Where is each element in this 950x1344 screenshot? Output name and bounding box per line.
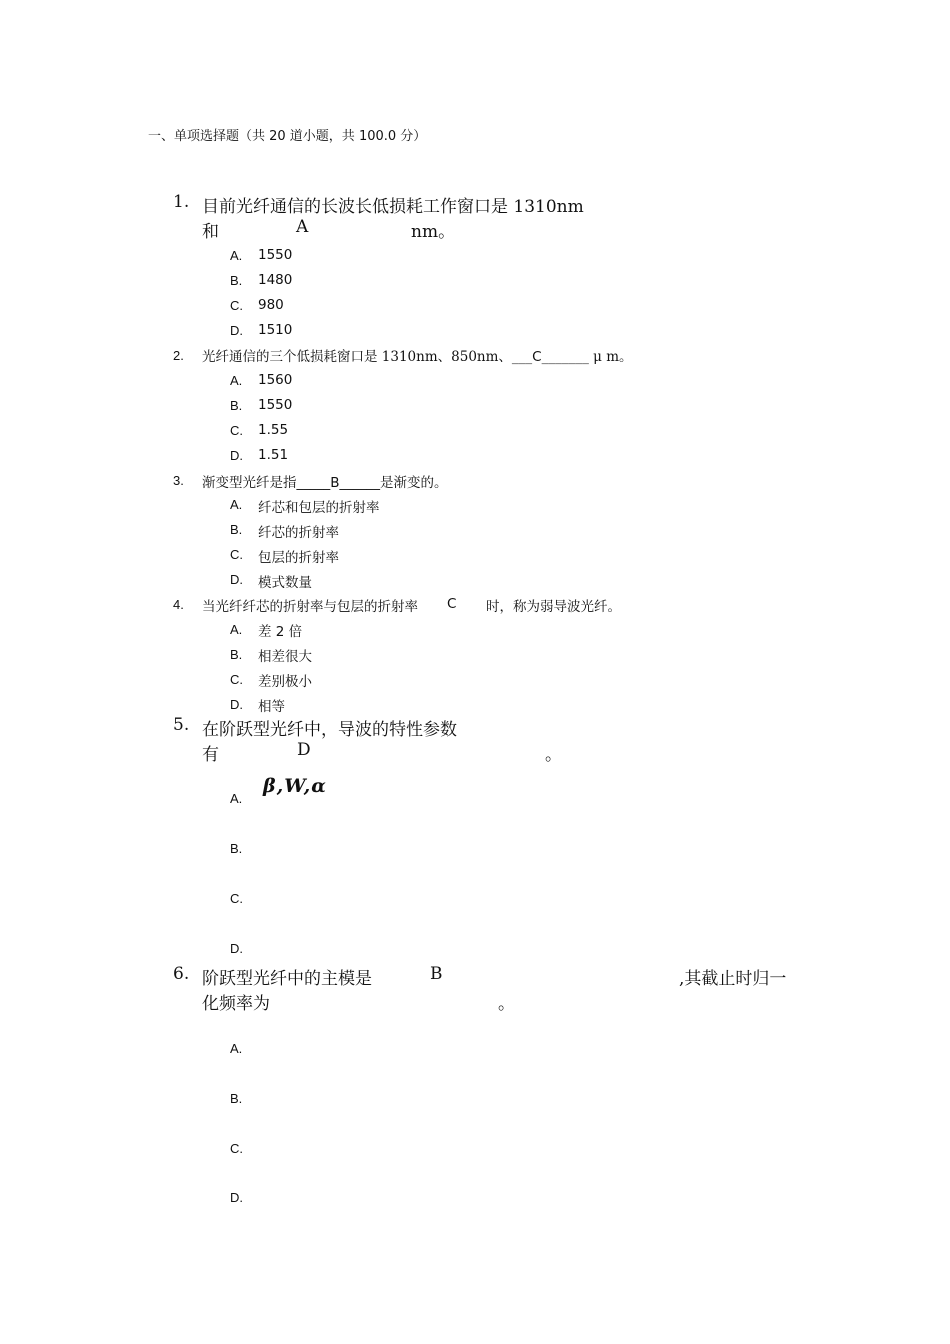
option-text: 1550 xyxy=(258,397,293,413)
question-stem-line2-prefix: 和 xyxy=(202,222,219,242)
option-letter: D. xyxy=(230,697,243,712)
option-formula: β,W,α xyxy=(263,775,327,797)
option-letter: B. xyxy=(230,841,243,856)
question-number: 5. xyxy=(173,715,190,735)
option-letter: C. xyxy=(230,672,243,687)
option-letter: B. xyxy=(230,522,243,537)
option-letter: D. xyxy=(230,1190,243,1205)
question-number: 4. xyxy=(173,597,184,612)
answer-text: B xyxy=(430,964,443,984)
option-letter: A. xyxy=(230,622,243,637)
option-text: 1.55 xyxy=(258,422,289,438)
option-text: 相差很大 xyxy=(258,649,312,665)
question-stem-prefix: 光纤通信的三个低损耗窗口是 1310nm、850nm、___ xyxy=(202,349,533,365)
answer-text: D xyxy=(297,740,311,760)
option-letter: D. xyxy=(230,323,243,338)
option-letter: B. xyxy=(230,647,243,662)
option-letter: D. xyxy=(230,572,243,587)
question-stem-prefix: 当光纤纤芯的折射率与包层的折射率 xyxy=(202,599,418,615)
question-stem-suffix: ______是渐变的。 xyxy=(339,475,448,491)
question-stem-line1: 目前光纤通信的长波长低损耗工作窗口是 1310nm xyxy=(202,197,584,217)
option-letter: A. xyxy=(230,373,243,388)
question-stem-line2-suffix: 。 xyxy=(545,745,562,765)
option-text: 纤芯的折射率 xyxy=(258,525,339,541)
option-letter: A. xyxy=(230,1041,243,1056)
question-stem-suffix: 时，称为弱导波光纤。 xyxy=(486,599,621,615)
option-text: 1560 xyxy=(258,372,293,388)
question-stem-line2-prefix: 化频率为 xyxy=(202,994,270,1014)
section-header: 一、单项选择题（共 20 道小题，共 100.0 分） xyxy=(148,129,427,144)
option-text: 模式数量 xyxy=(258,575,312,591)
question-stem-line1-suffix: ,其截止时归一 xyxy=(679,969,787,989)
question-number: 2. xyxy=(173,348,184,363)
option-letter: C. xyxy=(230,891,243,906)
option-letter: B. xyxy=(230,1091,243,1106)
question-number: 3. xyxy=(173,473,184,488)
question-stem-line2-suffix: nm。 xyxy=(411,222,456,242)
option-text: 1480 xyxy=(258,272,293,288)
answer-text: C xyxy=(532,349,542,365)
option-letter: C. xyxy=(230,423,243,438)
question-stem xyxy=(202,471,448,491)
option-letter: D. xyxy=(230,941,243,956)
option-text: 980 xyxy=(258,297,284,313)
question-stem-line1: 阶跃型光纤中的主模是 xyxy=(202,969,372,989)
answer-text: C xyxy=(447,596,457,612)
answer-text: B xyxy=(330,475,340,491)
option-text: 1.51 xyxy=(258,447,289,463)
option-letter: C. xyxy=(230,1141,243,1156)
question-stem-line2-suffix: 。 xyxy=(498,994,515,1014)
option-text: 1510 xyxy=(258,322,293,338)
question-stem-suffix: _______ μ m。 xyxy=(541,349,633,365)
option-letter: A. xyxy=(230,248,243,263)
question-stem-line1: 在阶跃型光纤中，导波的特性参数 xyxy=(202,720,457,740)
option-letter: B. xyxy=(230,398,243,413)
question-number: 6. xyxy=(173,964,190,984)
option-letter: A. xyxy=(230,497,243,512)
option-letter: C. xyxy=(230,298,243,313)
question-stem-line2-prefix: 有 xyxy=(202,745,219,765)
option-text: 纤芯和包层的折射率 xyxy=(258,500,380,516)
question-stem-prefix: 渐变型光纤是指_____ xyxy=(202,475,331,491)
option-letter: B. xyxy=(230,273,243,288)
question-number: 1. xyxy=(173,192,190,212)
option-text: 差别极小 xyxy=(258,674,312,690)
option-letter: D. xyxy=(230,448,243,463)
answer-text: A xyxy=(296,217,309,237)
option-text: 1550 xyxy=(258,247,293,263)
option-text: 相等 xyxy=(258,699,285,715)
option-letter: A. xyxy=(230,791,243,806)
option-letter: C. xyxy=(230,547,243,562)
option-text: 包层的折射率 xyxy=(258,550,339,566)
question-stem xyxy=(202,345,633,365)
option-text: 差 2 倍 xyxy=(258,624,303,640)
